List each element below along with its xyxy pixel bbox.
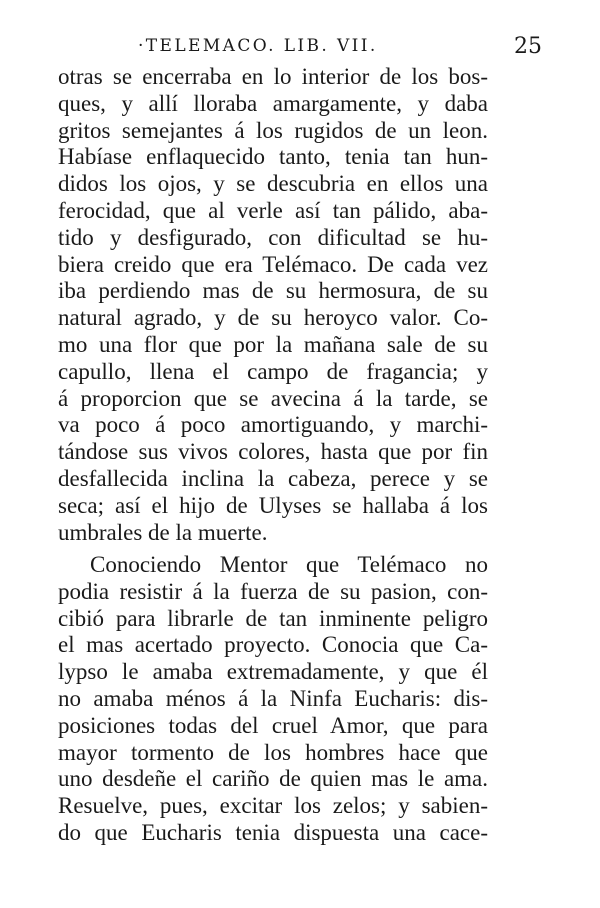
text-line: Resuelve, pues, excitar los zelos; y sabien- bbox=[58, 793, 488, 819]
running-head: ·TELEMACO. LIB. VII. bbox=[138, 36, 378, 56]
text-line: mo una flor que por la mañana sale de su bbox=[58, 331, 488, 357]
text-line: uno desdeñe el cariño de quien mas le ama. bbox=[58, 766, 488, 792]
paragraph-2 bbox=[58, 552, 488, 847]
text-line: ques, y allí lloraba amargamente, y daba bbox=[58, 90, 488, 116]
text-line: tándose sus vivos colores, hasta que por fin bbox=[58, 439, 488, 465]
text-line: va poco á poco amortiguando, y marchi- bbox=[58, 412, 488, 438]
text-line: capullo, llena el campo de fragancia; y bbox=[58, 358, 488, 384]
text-line: gritos semejantes á los rugidos de un leon. bbox=[58, 117, 488, 143]
text-line: el mas acertado proyecto. Conocia que Ca- bbox=[58, 632, 488, 658]
page-header bbox=[60, 36, 560, 60]
text-line: Habíase enflaquecido tanto, tenia tan hun- bbox=[58, 144, 488, 170]
text-line: desfallecida inclina la cabeza, perece y se bbox=[58, 465, 488, 491]
paragraph-1 bbox=[58, 64, 488, 546]
text-line: natural agrado, y de su heroyco valor. Co- bbox=[58, 305, 488, 331]
text-line: otras se encerraba en lo interior de los bos- bbox=[58, 64, 488, 89]
text-line: seca; así el hijo de Ulyses se hallaba á los bbox=[58, 492, 488, 518]
text-line: no amaba ménos á la Ninfa Eucharis: dis- bbox=[58, 685, 488, 711]
text-line: cibió para librarle de tan inminente peligro bbox=[58, 605, 488, 631]
text-line: umbrales de la muerte. bbox=[58, 519, 268, 545]
text-line: iba perdiendo mas de su hermosura, de su bbox=[58, 278, 488, 304]
text-line: ferocidad, que al verle así tan pálido, aba- bbox=[58, 197, 488, 223]
text-line: á proporcion que se avecina á la tarde, se bbox=[58, 385, 488, 411]
text-line: podia resistir á la fuerza de su pasion, con- bbox=[58, 578, 488, 604]
text-line: mayor tormento de los hombres hace que bbox=[58, 739, 488, 765]
text-line: do que Eucharis tenia dispuesta una cace- bbox=[58, 819, 488, 845]
text-line: lypso le amaba extremadamente, y que él bbox=[58, 659, 488, 685]
page-number: 25 bbox=[514, 34, 542, 59]
text-line: didos los ojos, y se descubria en ellos una bbox=[58, 171, 488, 197]
text-line: Conociendo Mentor que Telémaco no bbox=[90, 552, 488, 577]
text-line: posiciones todas del cruel Amor, que para bbox=[58, 712, 488, 738]
text-line: tido y desfigurado, con dificultad se hu- bbox=[58, 224, 488, 250]
text-line: biera creido que era Telémaco. De cada vez bbox=[58, 251, 488, 277]
